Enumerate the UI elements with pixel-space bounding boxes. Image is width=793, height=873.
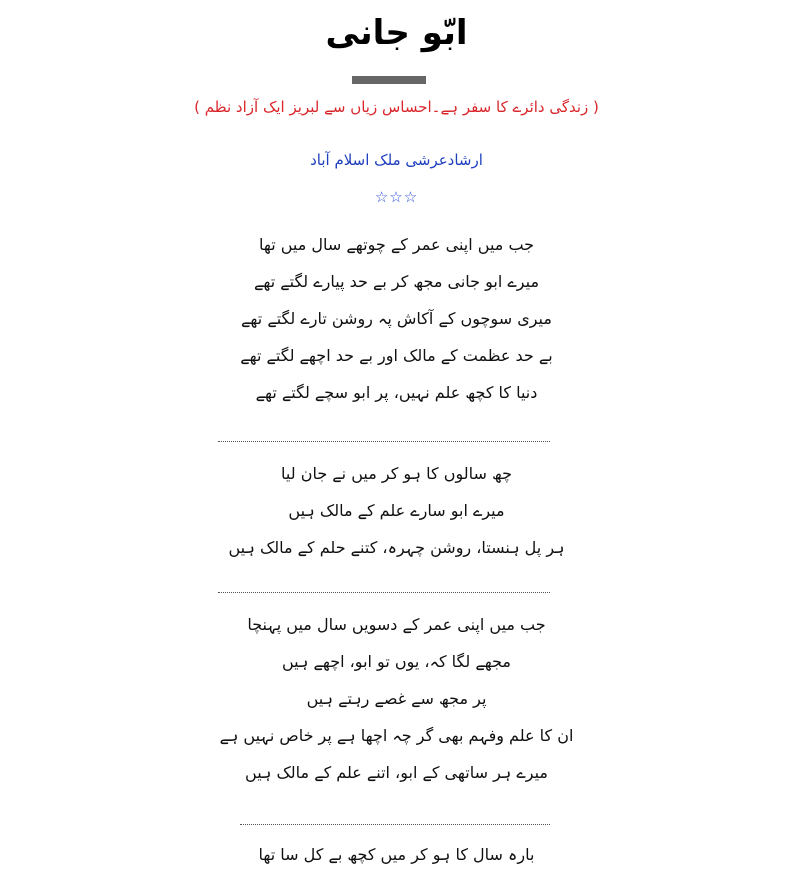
- poem-line: ان کا علم وفہم بھی گر چہ اچھا ہے پر خاص نہیں ہے: [219, 726, 574, 745]
- poem-line: جب میں اپنی عمر کے چوتھے سال میں تھا: [258, 235, 535, 254]
- poem-line: ہر پل ہنستا، روشن چہرہ، کتنے حلم کے مالک ہیں: [228, 538, 565, 557]
- poem-line: میرے ابو سارے علم کے مالک ہیں: [288, 501, 505, 520]
- stanza-divider: [240, 824, 550, 825]
- poem-line: دنیا کا کچھ علم نہیں، پر ابو سچے لگتے تھے: [255, 383, 538, 402]
- poem-author: ارشادعرشی ملک اسلام آباد: [310, 151, 483, 169]
- poem-line: میرے ہر ساتھی کے ابو، اتنے علم کے مالک ہیں: [245, 763, 548, 782]
- poem-line: میری سوچوں کے آکاش پہ روشن تارے لگتے تھے: [241, 309, 552, 328]
- poem-line: پر مجھ سے غصے رہتے ہیں: [306, 689, 487, 708]
- poem-title: ابّو جانی: [325, 13, 468, 53]
- star-separator-icon: ☆☆☆: [374, 188, 419, 206]
- stanza-divider: [218, 441, 550, 442]
- poem-line: مجھے لگا کہ، یوں تو ابو، اچھے ہیں: [282, 652, 511, 671]
- poem-line: میرے ابو جانی مجھ کر بے حد پیارے لگتے تھے: [253, 272, 540, 291]
- poem-line: بے حد عظمت کے مالک اور بے حد اچھے لگتے تھے: [240, 346, 553, 365]
- stanza-1: [0, 226, 793, 411]
- stanza-2: [0, 455, 793, 566]
- poem-line: جب میں اپنی عمر کے دسویں سال میں پہنچا: [247, 615, 546, 634]
- poem-line: چھ سالوں کا ہو کر میں نے جان لیا: [281, 464, 512, 483]
- poem-line: بارہ سال کا ہو کر میں کچھ بے کل سا تھا: [258, 845, 535, 864]
- stanza-divider: [218, 592, 550, 593]
- title-underline-bar: [352, 76, 426, 84]
- stanza-4: [0, 836, 793, 873]
- poem-subtitle: ( زندگی دائرے کا سفر ہے۔احساس زیاں سے لبریز ایک آزاد نظم ): [194, 98, 599, 116]
- stanza-3: [0, 606, 793, 791]
